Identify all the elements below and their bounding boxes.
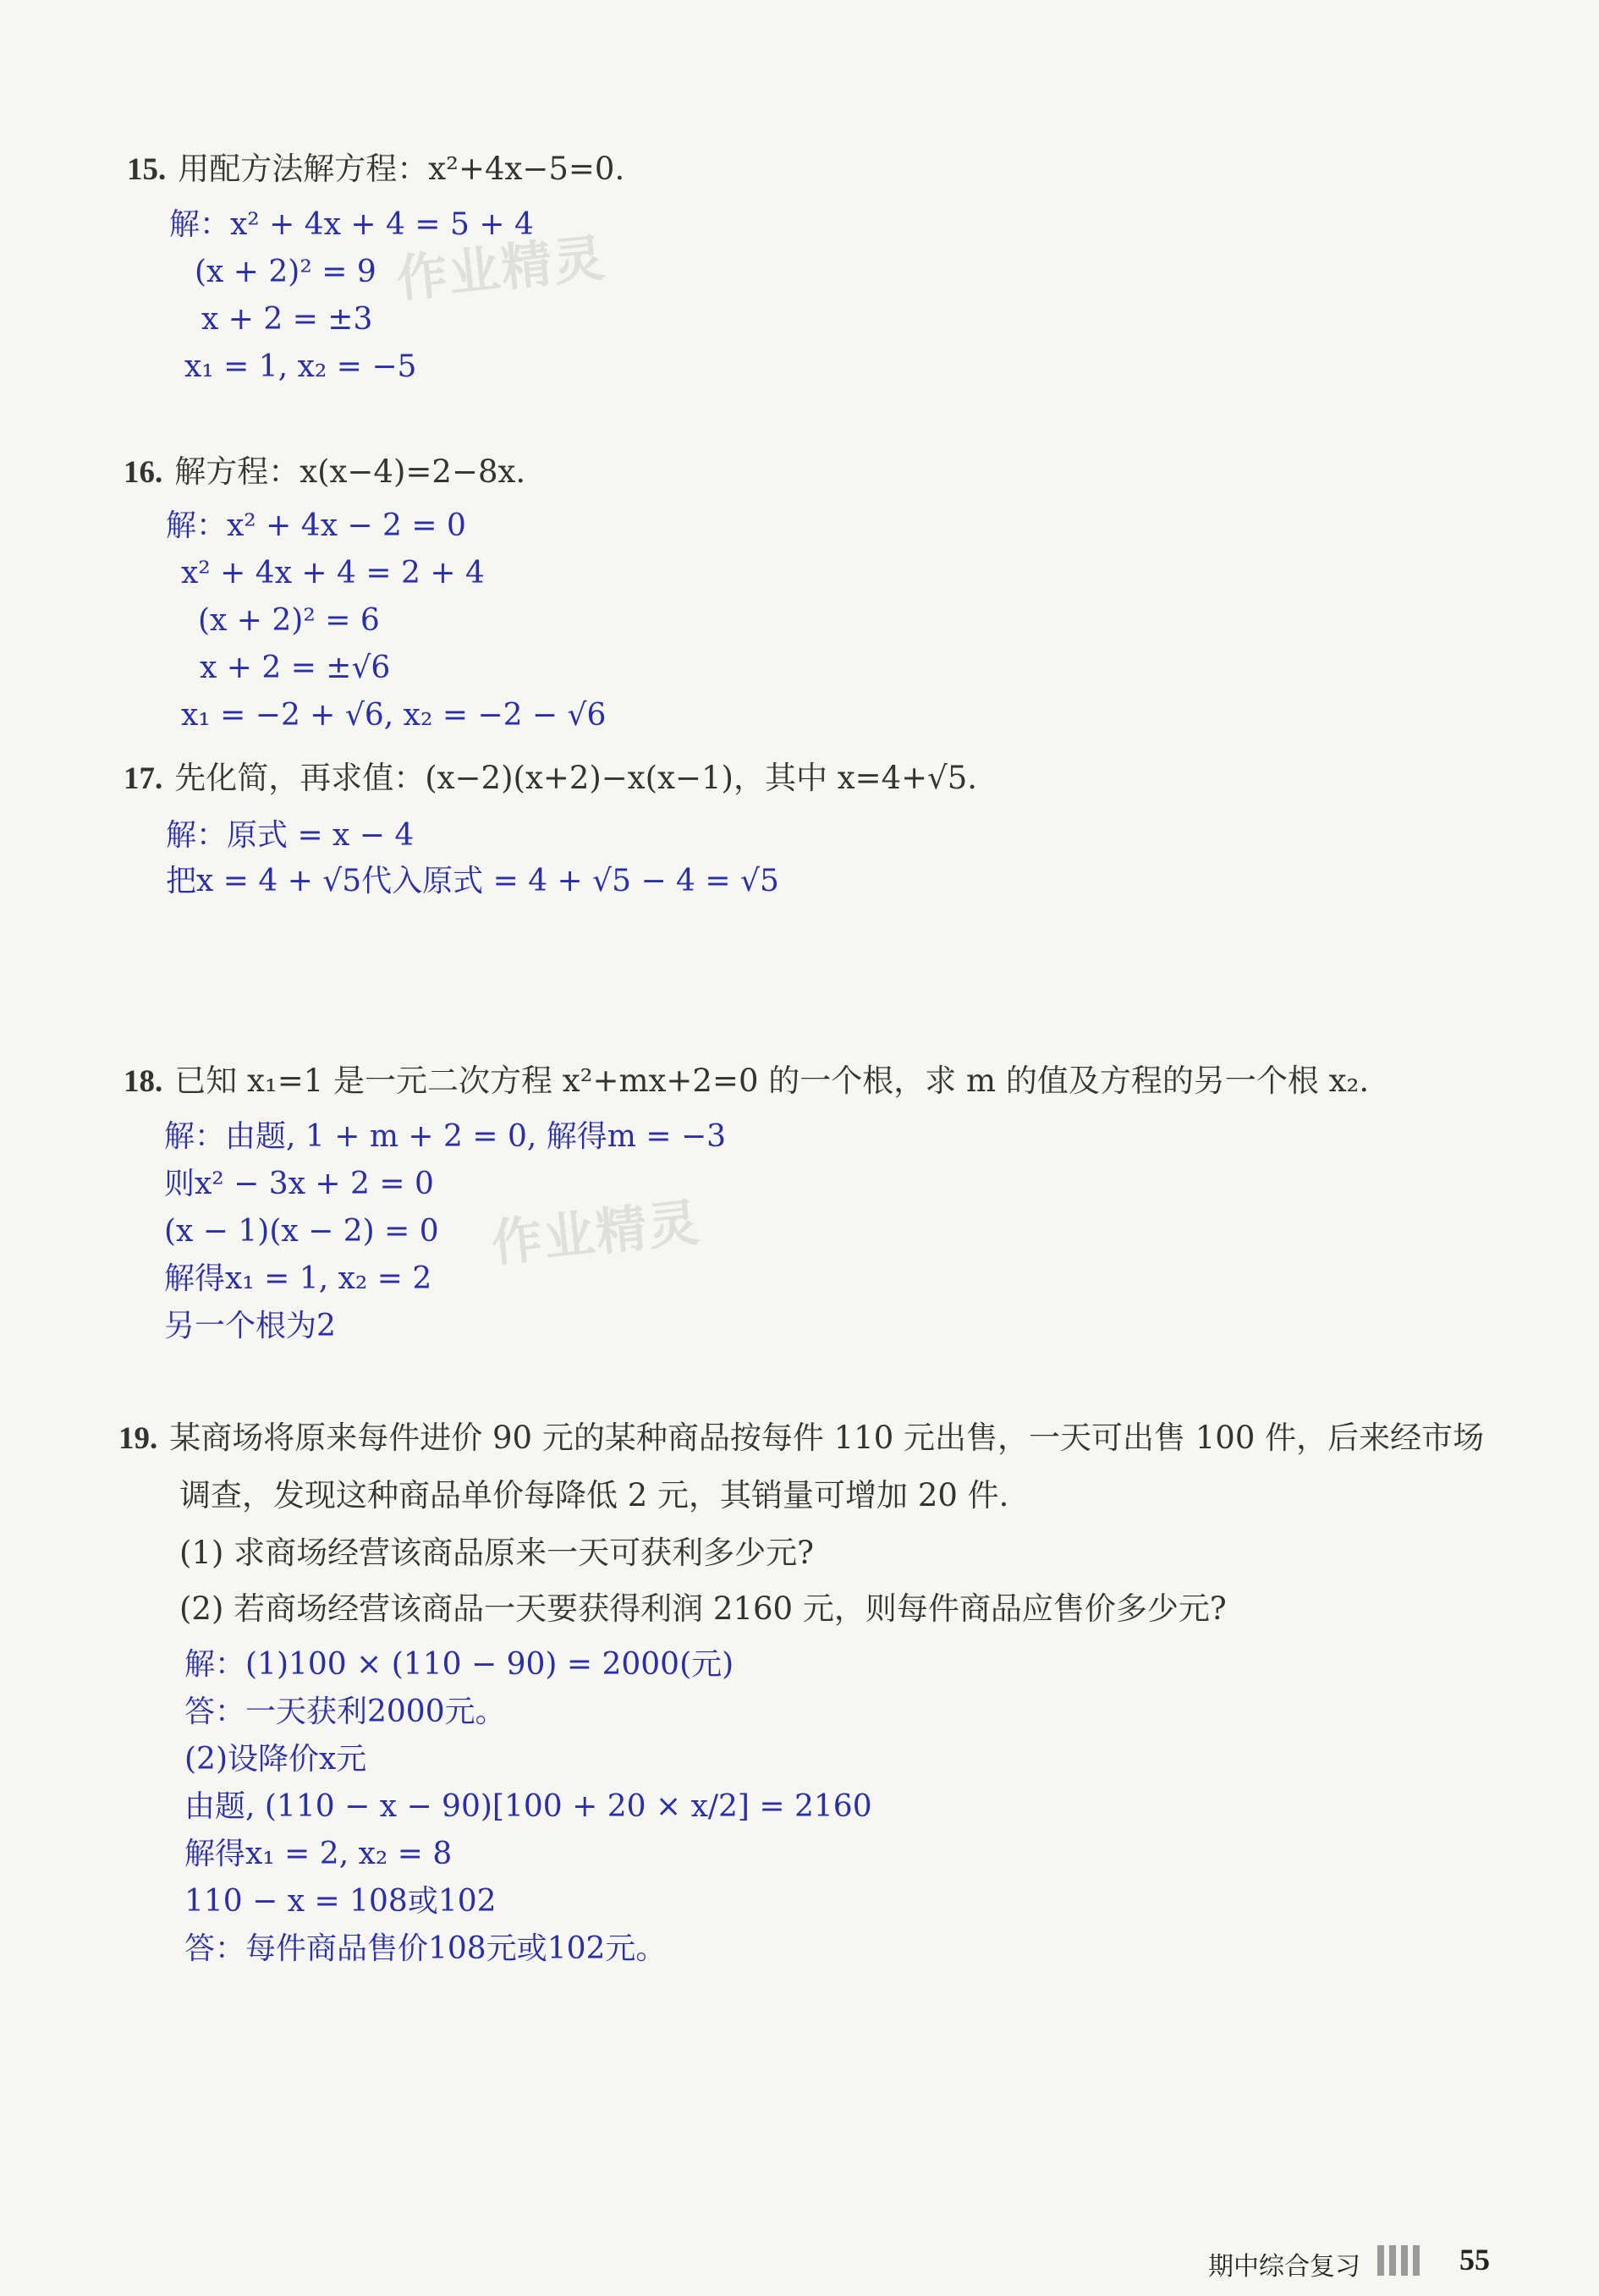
answer-line: x + 2 = ±√6 bbox=[200, 651, 391, 685]
answer-line: x₁ = −2 + √6, x₂ = −2 − √6 bbox=[181, 698, 607, 733]
sub-question-2: (2) 若商场经营该商品一天要获得利润 2160 元，则每件商品应售价多少元? bbox=[179, 1590, 1227, 1627]
answer-line: 解得x₁ = 1, x₂ = 2 bbox=[164, 1261, 432, 1296]
answer-line: (x + 2)² = 9 bbox=[195, 255, 376, 289]
answer-line: x² + 4x + 4 = 2 + 4 bbox=[181, 556, 485, 590]
section-label: 期中综合复习 bbox=[1208, 2252, 1360, 2282]
answer-line: 另一个根为2 bbox=[164, 1309, 336, 1343]
question-text-continued: 调查，发现这种商品单价每降低 2 元，其销量可增加 20 件. bbox=[179, 1477, 1009, 1513]
answer-line: 把x = 4 + √5代入原式 = 4 + √5 − 4 = √5 bbox=[166, 864, 779, 898]
question-16 bbox=[124, 453, 525, 492]
answer-line: x₁ = 1, x₂ = −5 bbox=[184, 349, 417, 384]
answer-line: (2)设降价x元 bbox=[184, 1742, 367, 1777]
sub-question-1: (1) 求商场经营该商品原来一天可获利多少元? bbox=[179, 1535, 815, 1571]
question-number: 15. bbox=[127, 152, 167, 187]
answer-line: 解：x² + 4x − 2 = 0 bbox=[166, 508, 466, 543]
answer-line: 解：(1)100 × (110 − 90) = 2000(元) bbox=[184, 1647, 734, 1682]
question-17 bbox=[124, 760, 977, 798]
page-number: 55 bbox=[1459, 2243, 1490, 2277]
watermark: 作业精灵 bbox=[488, 1193, 704, 1274]
answer-line: 解得x₁ = 2, x₂ = 8 bbox=[184, 1837, 453, 1871]
decorative-bars bbox=[1377, 2244, 1428, 2277]
answer-line: 答：一天获利2000元。 bbox=[184, 1695, 506, 1729]
question-text: 用配方法解方程：x²+4x−5=0. bbox=[178, 151, 625, 187]
question-text: 某商场将原来每件进价 90 元的某种商品按每件 110 元出售，一天可出售 100 件，后来经市场 bbox=[169, 1420, 1485, 1456]
answer-line: 解：x² + 4x + 4 = 5 + 4 bbox=[169, 207, 534, 242]
question-19 bbox=[118, 1420, 1484, 1458]
answer-line: 由题, (110 − x − 90)[100 + 20 × x/2] = 2160 bbox=[184, 1789, 872, 1824]
question-text: 解方程：x(x−4)=2−8x. bbox=[174, 453, 526, 490]
question-number: 16. bbox=[124, 455, 163, 490]
question-text: 先化简，再求值：(x−2)(x+2)−x(x−1)，其中 x=4+√5. bbox=[174, 760, 978, 796]
question-text: 已知 x₁=1 是一元二次方程 x²+mx+2=0 的一个根，求 m 的值及方程的另一个根 x₂. bbox=[174, 1063, 1370, 1099]
answer-line: 答：每件商品售价108元或102元。 bbox=[184, 1931, 667, 1966]
answer-line: 解：由题, 1 + m + 2 = 0, 解得m = −3 bbox=[164, 1119, 727, 1154]
question-15 bbox=[127, 151, 624, 189]
answer-line: 则x² − 3x + 2 = 0 bbox=[164, 1167, 434, 1201]
answer-line: x + 2 = ±3 bbox=[201, 302, 373, 337]
answer-line: 解：原式 = x − 4 bbox=[166, 818, 415, 853]
answer-line: (x + 2)² = 6 bbox=[198, 603, 380, 638]
watermark: 作业精灵 bbox=[393, 228, 609, 310]
question-number: 19. bbox=[118, 1421, 158, 1456]
question-18 bbox=[124, 1063, 1369, 1101]
answer-line: (x − 1)(x − 2) = 0 bbox=[164, 1214, 439, 1249]
question-number: 18. bbox=[124, 1064, 163, 1099]
question-number: 17. bbox=[124, 761, 163, 796]
answer-line: 110 − x = 108或102 bbox=[184, 1884, 497, 1919]
